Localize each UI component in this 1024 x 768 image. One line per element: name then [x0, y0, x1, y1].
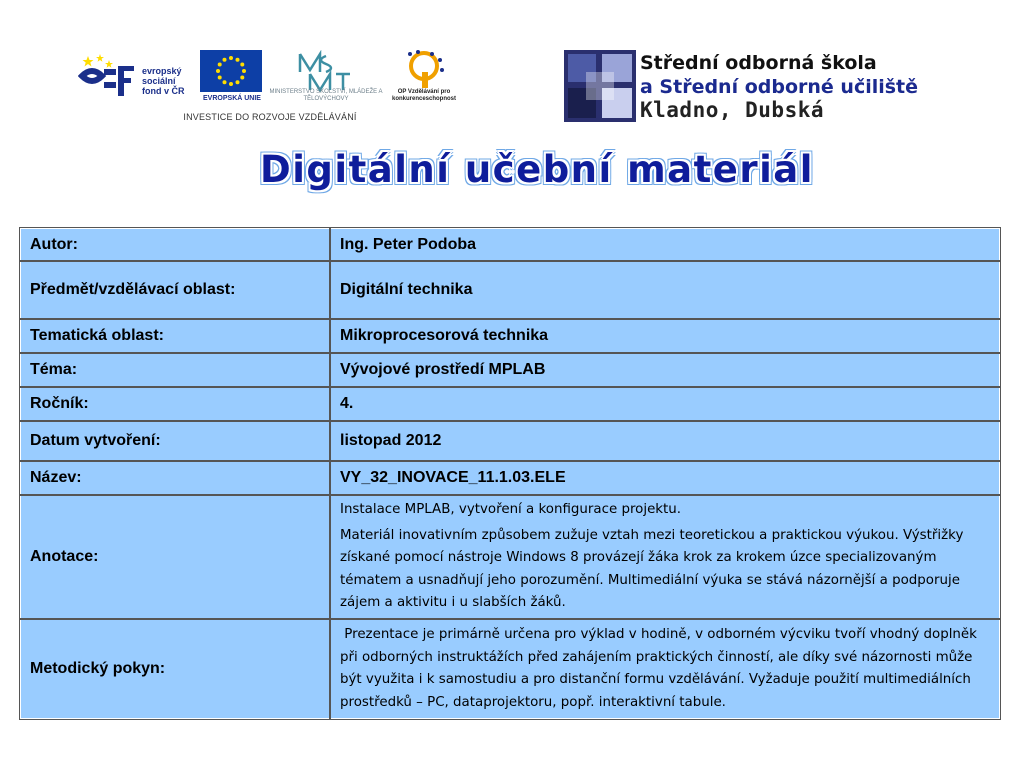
table-row-subject: [20, 261, 1000, 319]
material-info-table: [19, 227, 1001, 720]
msmt-logo-icon: [296, 50, 356, 92]
theme-area-label: Tematická oblast:: [20, 319, 330, 353]
topic-label: Téma:: [20, 353, 330, 387]
topic-value: Vývojové prostředí MPLAB: [330, 353, 1000, 387]
eu-flag-icon: [200, 50, 262, 92]
esf-caption: evropský sociální fond v ČR: [142, 66, 185, 96]
table-row-theme-area: [20, 319, 1000, 353]
annotation-label: Anotace:: [20, 495, 330, 619]
table-row-topic: [20, 353, 1000, 387]
method-value: Prezentace je primárně určena pro výklad v hodině, v odborném výcviku tvoří vhodný doplněk při odborných instruktážích před zahájením praktických činností, ale díky své názornosti může být využita i k samostudiu a pro distanční formu vzdělávání. Vyžaduje použití multimediálních prostředků – PC, dataprojektoru, popř. interaktivní tabule.: [330, 619, 1000, 719]
table-row-method: [20, 619, 1000, 719]
table-row-name: [20, 461, 1000, 495]
table-row-annotation: [20, 495, 1000, 619]
table-row-date: [20, 421, 1000, 461]
msmt-caption: MINISTERSTVO ŠKOLSTVÍ, MLÁDEŽE A TĚLOVÝCHOVY: [269, 89, 383, 102]
name-value: VY_32_INOVACE_11.1.03.ELE: [330, 461, 1000, 495]
school-logo-icon: [564, 50, 636, 122]
school-header: [564, 50, 924, 124]
op-caption: OP Vzdělávání pro konkurenceschopnost: [391, 89, 456, 102]
school-name-line-3: Kladno, Dubská: [640, 98, 825, 122]
project-logos: [68, 44, 472, 128]
annotation-paragraph-2: Materiál inovativním způsobem zužuje vztah mezi teoretickou a praktickou výukou. Výstřižky získané pomocí nástroje Windows 8 provázejí žáka krok za krokem úzce specializovaným tématem a usnadňují jeho porozumění. Multimediální výuka se stává názornější a podporuje zájem a aktivitu i u slabších žáků.: [340, 527, 964, 611]
eu-caption: EVROPSKÁ UNIE: [203, 95, 261, 102]
school-name-line-1: Střední odborná škola: [640, 52, 877, 74]
esf-logo-icon: [78, 52, 136, 100]
method-label: Metodický pokyn:: [20, 619, 330, 719]
author-label: Autor:: [20, 228, 330, 261]
investment-slogan: INVESTICE DO ROZVOJE VZDĚLÁVÁNÍ: [183, 112, 357, 122]
theme-area-value: Mikroprocesorová technika: [330, 319, 1000, 353]
op-logo-icon: [402, 50, 446, 90]
date-value: listopad 2012: [330, 421, 1000, 461]
school-name-line-2: a Střední odborné učiliště: [640, 76, 919, 98]
grade-value: 4.: [330, 387, 1000, 421]
subject-value: Digitální technika: [330, 261, 1000, 319]
table-row-grade: [20, 387, 1000, 421]
annotation-value: [330, 495, 1000, 619]
table-row-author: [20, 228, 1000, 261]
name-label: Název:: [20, 461, 330, 495]
page-title: Digitální učební materiál: [260, 148, 814, 191]
grade-label: Ročník:: [20, 387, 330, 421]
subject-label: Předmět/vzdělávací oblast:: [20, 261, 330, 319]
author-value: Ing. Peter Podoba: [330, 228, 1000, 261]
annotation-paragraph-1: Instalace MPLAB, vytvoření a konfigurace projektu.: [340, 502, 682, 518]
date-label: Datum vytvoření:: [20, 421, 330, 461]
